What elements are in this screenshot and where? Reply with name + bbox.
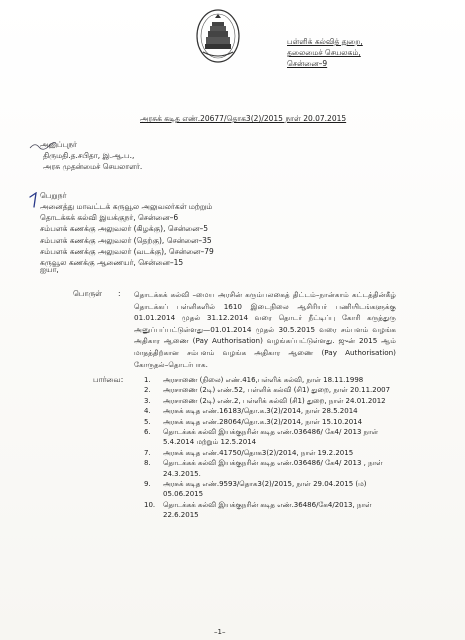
- reference-text: தொடக்கக் கல்வி இயக்குநரின் கடித எண்.36486/கே4/2013, நாள் 22.6.2015: [163, 500, 372, 520]
- reference-text: அரசாணை (2டி) எண்.52, பள்ளிக் கல்வி (சி1) துறை, நாள் 20.11.2007: [163, 386, 391, 395]
- handwritten-one-mark-icon: [28, 192, 40, 208]
- reference-text: அரசுக் கடித எண்.41750/தொக3(2)/2014, நாள் 19.2.2015: [163, 448, 354, 457]
- reference-number: 8.: [144, 459, 151, 468]
- reference-number: 5.: [144, 417, 151, 426]
- recipient-item: தொடக்கக் கல்வி இயக்குநர், சென்னை–6: [40, 213, 179, 223]
- reference-number: 10.: [144, 500, 156, 509]
- from-label: அனுப்புநர்: [40, 140, 77, 149]
- department-address: [287, 36, 407, 69]
- reference-number: 7.: [144, 448, 151, 457]
- reference-item: [144, 417, 406, 427]
- page-number: –1–: [214, 628, 226, 636]
- reference-text: அரசாணை (நிலை) எண்.416,பள்ளிக் கல்வி, நாள் 18.11.1998: [163, 376, 364, 384]
- tamil-nadu-emblem-icon: [195, 8, 241, 64]
- reference-item: [144, 406, 406, 416]
- reference-number: 4.: [144, 407, 151, 416]
- reference-text: அரசுக் கடித எண்.9593/தொக3(2)/2015, நாள் 29.04.2015 (ம) 05.06.2015: [163, 480, 367, 499]
- reference-number: 3.: [144, 396, 151, 405]
- reference-text: அரசுக் கடித எண்.28064/தொ.க.3(2)/2014, நாள் 15.10.2014: [163, 417, 363, 426]
- reference-item: [144, 427, 406, 448]
- sender-block: [43, 150, 142, 172]
- reference-number: 2.: [144, 386, 151, 395]
- reference-number: அரசுக் கடித எண்.20677/தொக3(2)/2015 நாள் 20.07.2015: [140, 114, 347, 123]
- reference-item: [144, 385, 406, 395]
- subject-text: தொடக்கக் கல்வி –மைய அரசின் கரும்பலகைத் திட்டம்–நான்காம் கட்டத்தின்கீழ் தொடக்கப் பள்ளிகளில் 1610 இடைநிலை ஆசிரியர் பணியிடங்களுக்கு 01.01.2014 முதல் 31.12.2014 வரை தொடர் நீட்டிப்பு கோரி கருத்துரு அனுப்பப்பட்டுள்ளது—01.01.2014 முதல் 30.5.2015 வரை சம்பளம் வழங்க அதிகார ஆணை (Pay Authorisation) வழங்கப்பட்டுள்ளது. ஜுன் 2015 ஆம் மாதத்திற்கான சம்பளம் வழங்க அதிகார ஆணை (Pay Authorisation) கோருதல்–தொடர்பாக.: [134, 290, 396, 369]
- salutation: ஐயா,: [40, 265, 59, 274]
- reference-item: [144, 375, 406, 385]
- reference-item: [144, 396, 406, 406]
- sender-title: அரசு முதன்மைச் செயலாளர்.: [43, 162, 143, 171]
- references-list: [144, 375, 406, 521]
- recipient-item: அனைத்து மாவட்டக் கருவூல அலுவலர்கள் மற்றும்: [40, 202, 213, 211]
- reference-item: [144, 458, 406, 479]
- reference-text: தொடக்கக் கல்வி இயக்குநரின் கடித எண்.036486/ கே4/ 2013 நாள் 5.4.2014 மற்றும் 12.5.2014: [163, 428, 379, 447]
- dept-line-3: சென்னை–9: [287, 59, 328, 68]
- subject-colon: :: [118, 289, 121, 298]
- recipient-item: கருவூல கணக்கு ஆணையர், சென்னை–15: [40, 258, 184, 268]
- reference-text: அரசுக் கடித எண்.16183/தொ.க.3(2)/2014, நாள் 28.5.2014: [163, 407, 358, 416]
- reference-text: தொடக்கக் கல்வி இயக்குநரின் கடித எண்.036486/ கே4/ 2013 , நாள் 24.3.2015.: [163, 459, 383, 478]
- reference-item: [144, 448, 406, 458]
- reference-number: 6.: [144, 428, 151, 437]
- recipient-item: சம்பளக் கணக்கு அலுவலர் (கிழக்கு), சென்னை–5: [40, 224, 209, 234]
- reference-number: 1.: [144, 376, 151, 384]
- recipient-item: சம்பளக் கணக்கு அலுவலர் (வடக்கு), சென்னை–79: [40, 246, 214, 256]
- reference-number: 9.: [144, 480, 151, 489]
- reference-item: [144, 479, 406, 500]
- to-label: பெறுநர்: [40, 191, 67, 200]
- sender-name: திருமதி.த.சபிதா, இ.ஆ.ப.,: [43, 151, 135, 160]
- recipient-item: சம்பளக் கணக்கு அலுவலர் (தெற்கு), சென்னை–35: [40, 235, 212, 245]
- subject-label: பொருள்: [73, 289, 103, 298]
- reference-item: [144, 500, 406, 521]
- dept-line-1: பள்ளிக் கல்வித் துறை,: [287, 37, 363, 46]
- recipient-list: [40, 201, 214, 268]
- dept-line-2: தலைமைச் செயலகம்,: [287, 48, 361, 57]
- reference-text: அரசாணை (2டி) எண்.2, பள்ளிக் கல்வி (சி1) துறை, நாள் 24.01.2012: [163, 396, 386, 405]
- references-label: பார்வை:: [93, 375, 124, 384]
